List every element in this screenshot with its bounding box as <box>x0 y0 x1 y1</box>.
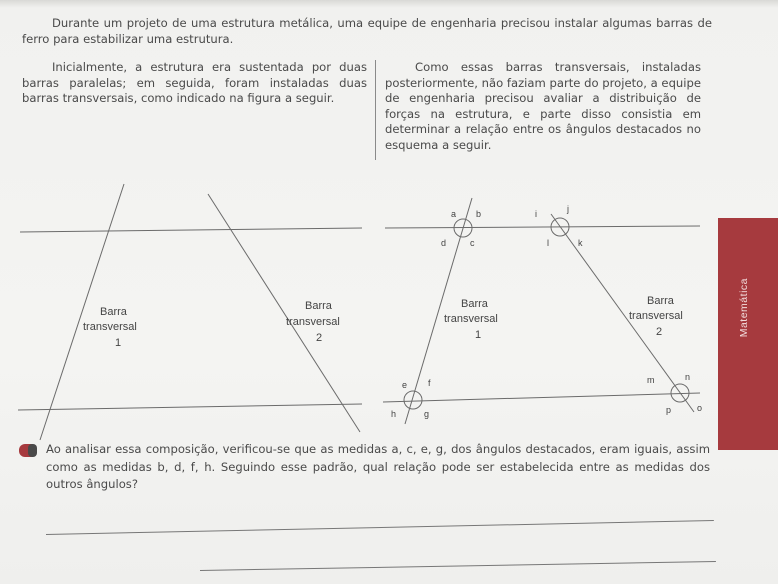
angle-label-o: o <box>697 403 703 413</box>
left-barra2-line1: Barra <box>305 300 332 312</box>
angle-label-i: i <box>535 209 537 219</box>
right-barra2-line2: transversal <box>629 310 683 322</box>
left-transversal-2 <box>208 194 360 432</box>
angle-label-h: h <box>391 409 397 419</box>
left-barra2-line3: 2 <box>316 332 323 344</box>
angle-label-f: f <box>428 378 431 388</box>
structure-diagrams <box>0 170 718 442</box>
right-transversal-1 <box>405 198 472 424</box>
left-column-paragraph: Inicialmente, a estrutura era sustentada por duas barras paralelas; em seguida, foram instaladas duas barras transversais, como indicado na figura a seguir. <box>22 60 367 106</box>
left-parallel-bar-top <box>20 228 362 232</box>
subject-label: Matemática <box>738 278 750 338</box>
column-divider <box>375 60 376 160</box>
angle-label-g: g <box>424 409 430 419</box>
left-barra2-line2: transversal <box>286 316 340 328</box>
right-barra1-line2: transversal <box>444 313 498 325</box>
left-parallel-bar-bottom <box>18 404 362 410</box>
angle-label-d: d <box>441 238 447 248</box>
right-column-paragraph: Como essas barras transversais, instaladas posteriormente, não faziam parte do projeto, a equipe de engenharia precisou avaliar a distribuição de forças na estrutura, e parte disso consistia em determinar a relação entre os ângulos destacados no esquema a seguir. <box>385 60 701 152</box>
right-parallel-bar-top <box>385 226 700 228</box>
angle-arcs-bottom-left <box>404 391 422 409</box>
answer-line-1[interactable] <box>46 520 714 535</box>
angle-label-n: n <box>685 372 691 382</box>
angle-label-l: l <box>547 238 549 248</box>
angle-label-k: k <box>578 238 583 248</box>
subject-side-tab <box>718 218 778 450</box>
left-barra1-line2: transversal <box>83 321 137 333</box>
angle-label-j: j <box>567 204 569 214</box>
angle-label-p: p <box>666 405 672 415</box>
right-barra2-line3: 2 <box>656 326 663 338</box>
intro-paragraph: Durante um projeto de uma estrutura metálica, uma equipe de engenharia precisou instalar algumas barras de ferro para estabilizar uma estrutura. <box>22 16 712 46</box>
angle-label-e: e <box>402 380 408 390</box>
angle-label-a: a <box>451 209 457 219</box>
left-barra1-line1: Barra <box>100 306 127 318</box>
question-text: Ao analisar essa composição, verificou-se que as medidas a, c, e, g, dos ângulos destacados, eram iguais, assim como as medidas b, d, f, h. Seguindo esse padrão, qual relação pode ser estabelecida entre as medidas dos outros ângulos? <box>46 442 710 491</box>
angle-label-c: c <box>470 238 475 248</box>
right-barra1-line3: 1 <box>475 329 482 341</box>
right-barra2-line1: Barra <box>647 295 674 307</box>
question-marker-icon <box>19 444 37 457</box>
right-barra1-line1: Barra <box>461 298 488 310</box>
right-parallel-bar-bottom <box>383 393 700 402</box>
left-barra1-line3: 1 <box>115 337 122 349</box>
angle-label-b: b <box>476 209 482 219</box>
angle-label-m: m <box>647 375 655 385</box>
page-top-edge <box>0 0 778 8</box>
answer-line-2[interactable] <box>200 561 716 571</box>
left-diagram <box>18 184 362 440</box>
